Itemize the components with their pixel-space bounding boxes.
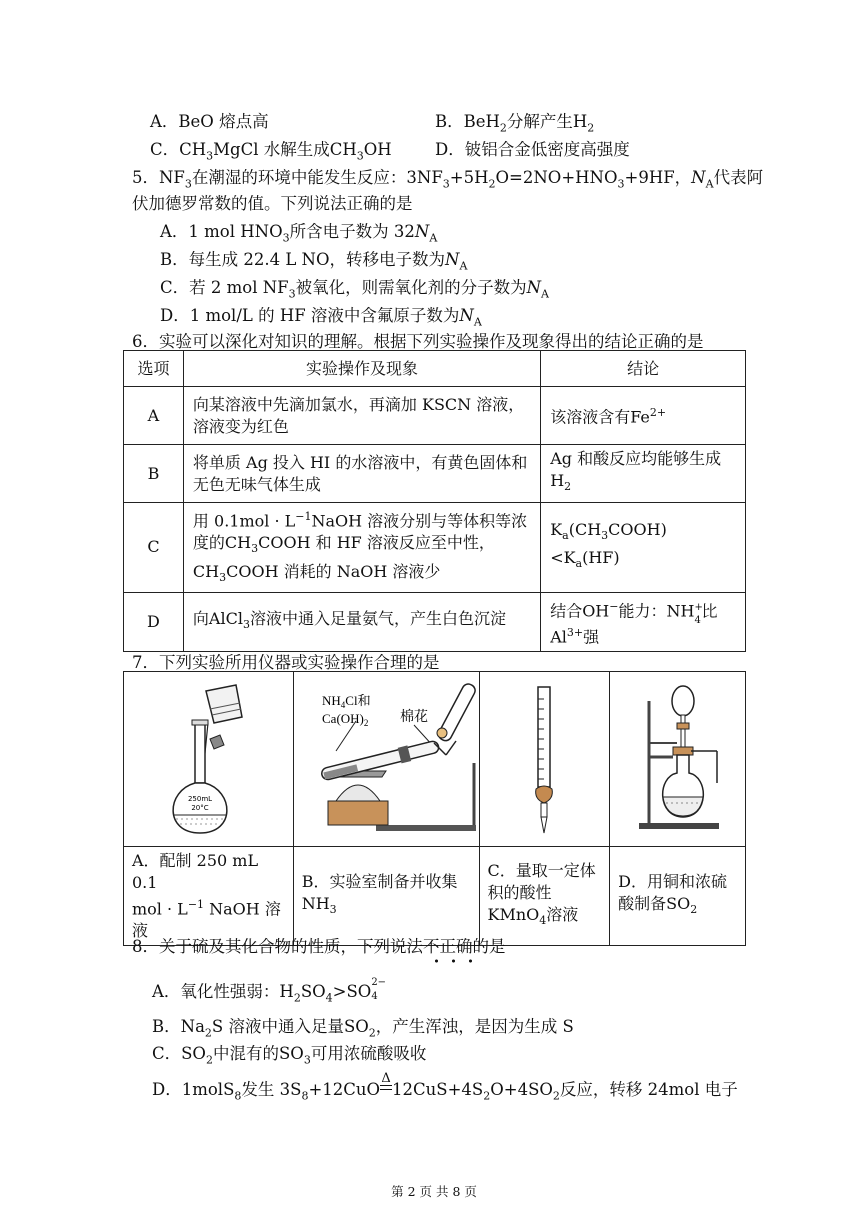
- row-option: D: [124, 592, 184, 652]
- row-option: B: [124, 445, 184, 503]
- table-row: [124, 445, 746, 503]
- table-row: [124, 592, 746, 652]
- ammonia-setup-illustration: [296, 673, 476, 841]
- header-conclusion: 结论: [541, 351, 746, 387]
- table-row: [124, 503, 746, 593]
- apparatus-d-cell: [610, 672, 746, 847]
- row-operation: 将单质 Ag 投入 HI 的水溶液中，有黄色固体和无色无味气体生成: [183, 445, 540, 503]
- q5-option-d: D．1 mol/L 的 HF 溶液中含氟原子数为$N_A$: [160, 306, 482, 329]
- apparatus-c-cell: [479, 672, 610, 847]
- option-c-caption: C．量取一定体 积的酸性 KMnO$_4$溶液: [479, 847, 610, 946]
- q4-option-d: D．铍铝合金低密度高强度: [435, 140, 630, 159]
- option-a-caption: A．配制 250 mL 0.1 mol · $L^{-1}$ NaOH 溶 液: [124, 847, 294, 946]
- row-conclusion: 结合OH−能力：NH + 4 比 $Al^{3+}$强: [541, 592, 746, 652]
- flask-volume-label: 250mL: [188, 795, 213, 803]
- q5-option-a: A．1 mol $HNO_3$所含电子数为 $32N_A$: [160, 222, 438, 245]
- reagent-label-2: $Ca(OH)_2$: [322, 711, 369, 728]
- q8-option-a: A．氧化性强弱：$H_2SO_4>SO$ 2− 4: [152, 977, 387, 1005]
- q7-table: [123, 671, 746, 946]
- row-conclusion: $K_a(CH_3COOH)<K_a(HF)$: [541, 503, 746, 593]
- page-footer: 第 2 页 共 8 页: [391, 1184, 477, 1199]
- table-row: [124, 387, 746, 445]
- q8-option-b: B．$Na_2S$ 溶液中通入足量$SO_2$，产生浑浊，是因为生成 S: [152, 1017, 574, 1040]
- cotton-label: 棉花: [400, 710, 429, 725]
- emphasized-text: 不正确: [423, 937, 473, 964]
- q4-option-c: C．$CH_3MgCl$ 水解生成$CH_3OH$: [150, 140, 392, 163]
- heat-equals-sign: Δ: [380, 1085, 392, 1095]
- option-d-caption: D．用铜和浓硫 酸制备$SO_2$: [610, 847, 746, 946]
- q5-option-c: C．若 2 mol $NF_3$被氧化，则需氧化剂的分子数为$N_A$: [160, 278, 549, 301]
- flask-temp-label: 20°C: [191, 804, 209, 812]
- so2-generator-illustration: [613, 673, 743, 841]
- q4-option-a: A．BeO 熔点高: [150, 112, 269, 131]
- option-b-caption: B．实验室制备并收集 $NH_3$: [293, 847, 479, 946]
- header-option: 选项: [124, 351, 184, 387]
- row-option: A: [124, 387, 184, 445]
- row-operation: 向AlCl$_3$溶液中通入足量氨气，产生白色沉淀: [183, 592, 540, 652]
- header-operation: 实验操作及现象: [183, 351, 540, 387]
- apparatus-b-cell: [293, 672, 479, 847]
- q8-option-c: C．$SO_2$中混有的$SO_3$可用浓硫酸吸收: [152, 1044, 427, 1067]
- q6-stem: 6．实验可以深化对知识的理解。根据下列实验操作及现象得出的结论正确的是: [132, 332, 704, 351]
- q4-option-b: B．BeH$_2$分解产生$H_2$: [435, 112, 595, 135]
- q8-stem: 8．关于硫及其化合物的性质，下列说法不正确的是: [132, 933, 506, 957]
- q8-option-d: D．1molS$_8$发生 $3S_8+12CuO$ Δ $12CuS+4S_2O+4SO_2$反应，转移 24mol 电子: [152, 1071, 738, 1103]
- q5-stem-line2: 伏加德罗常数的值。下列说法正确的是: [132, 194, 413, 213]
- row-option: C: [124, 503, 184, 593]
- row-conclusion: Ag 和酸反应均能够生成 $H_2$: [541, 445, 746, 503]
- row-operation: 用 $0.1mol \cdot L^{-1}NaOH$ 溶液分别与等体积等浓 度的$CH_3COOH$ 和 HF 溶液反应至中性， $CH_3COOH$ 消耗的 NaOH 溶液少: [183, 503, 540, 593]
- volumetric-flask-illustration: [128, 673, 288, 841]
- q7-stem: 7．下列实验所用仪器或实验操作合理的是: [132, 653, 440, 672]
- row-conclusion: 该溶液含有$Fe^{2+}$: [541, 387, 746, 445]
- q5-option-b: B．每生成 22.4 L NO，转移电子数为$N_A$: [160, 250, 468, 273]
- row-operation: 向某溶液中先滴加氯水，再滴加 KSCN 溶液，溶液变为红色: [183, 387, 540, 445]
- apparatus-a-cell: [124, 672, 294, 847]
- q6-table: [123, 350, 746, 652]
- burette-illustration: [484, 673, 604, 841]
- q5-stem-line1: 5．$NF_3$在潮湿的环境中能发生反应：$3NF_3+5H_2O=2NO+HNO_3+9HF$，$N_A$代表阿: [132, 168, 764, 191]
- reagent-label-1: $NH_4Cl$和: [322, 693, 371, 710]
